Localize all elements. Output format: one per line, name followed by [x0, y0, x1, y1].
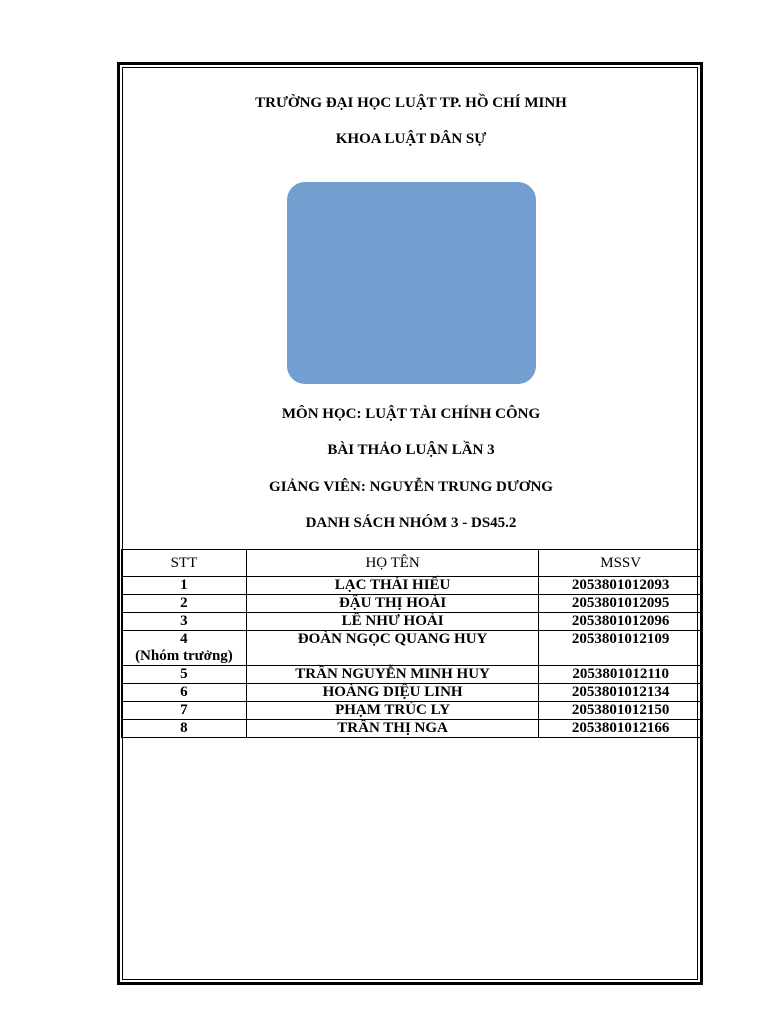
table-row: [122, 720, 703, 738]
lecturer-line: GIẢNG VIÊN: NGUYỄN TRUNG DƯƠNG: [269, 479, 553, 495]
row-student-id: 2053801012093: [539, 577, 703, 595]
row-name: PHẠM TRÚC LY: [246, 702, 538, 720]
row-stt: [122, 595, 247, 613]
row-stt-number: 5: [180, 666, 188, 682]
row-name: HOÀNG DIỆU LINH: [246, 684, 538, 702]
row-stt: [122, 720, 247, 738]
row-student-id: 2053801012095: [539, 595, 703, 613]
row-stt-number: 7: [180, 702, 188, 718]
row-name: LÊ NHƯ HOÀI: [246, 613, 538, 631]
row-student-id: 2053801012109: [539, 631, 703, 666]
table-row: [122, 613, 703, 631]
row-student-id: 2053801012150: [539, 702, 703, 720]
table-row: [122, 577, 703, 595]
subject-line: MÔN HỌC: LUẬT TÀI CHÍNH CÔNG: [281, 406, 541, 422]
row-name: LẠC THÁI HIẾU: [246, 577, 538, 595]
row-stt-number: 4: [180, 631, 188, 647]
assignment-line: BÀI THẢO LUẬN LẦN 3: [327, 442, 495, 458]
header-name: HỌ TÊN: [246, 550, 538, 577]
row-stt-number: 8: [180, 720, 188, 736]
row-stt-number: 1: [180, 577, 188, 593]
table-row: [122, 666, 703, 684]
row-stt: [122, 666, 247, 684]
logo-placeholder: [287, 182, 536, 384]
row-stt: [122, 631, 247, 666]
row-role-note: (Nhóm trưởng): [135, 648, 233, 664]
row-stt: [122, 684, 247, 702]
row-stt-number: 6: [180, 684, 188, 700]
header-id: MSSV: [539, 550, 703, 577]
table-row: [122, 595, 703, 613]
table-row: [122, 631, 703, 666]
table-row: [122, 702, 703, 720]
table-row: [122, 684, 703, 702]
row-stt: [122, 577, 247, 595]
row-name: TRẦN NGUYỄN MINH HUY: [246, 666, 538, 684]
faculty-title: KHOA LUẬT DÂN SỰ: [335, 131, 487, 147]
row-stt-number: 2: [180, 595, 188, 611]
group-list-title: DANH SÁCH NHÓM 3 - DS45.2: [305, 515, 517, 531]
university-title: TRƯỜNG ĐẠI HỌC LUẬT TP. HỒ CHÍ MINH: [255, 95, 567, 111]
member-table: [121, 549, 703, 738]
table-header-row: [122, 550, 703, 577]
row-student-id: 2053801012110: [539, 666, 703, 684]
row-name: TRẦN THỊ NGA: [246, 720, 538, 738]
row-name: ĐOÀN NGỌC QUANG HUY: [246, 631, 538, 666]
row-student-id: 2053801012166: [539, 720, 703, 738]
row-stt: [122, 702, 247, 720]
row-stt: [122, 613, 247, 631]
row-student-id: 2053801012134: [539, 684, 703, 702]
row-name: ĐẬU THỊ HOÀI: [246, 595, 538, 613]
row-student-id: 2053801012096: [539, 613, 703, 631]
row-stt-number: 3: [180, 613, 188, 629]
header-stt: STT: [122, 550, 247, 577]
